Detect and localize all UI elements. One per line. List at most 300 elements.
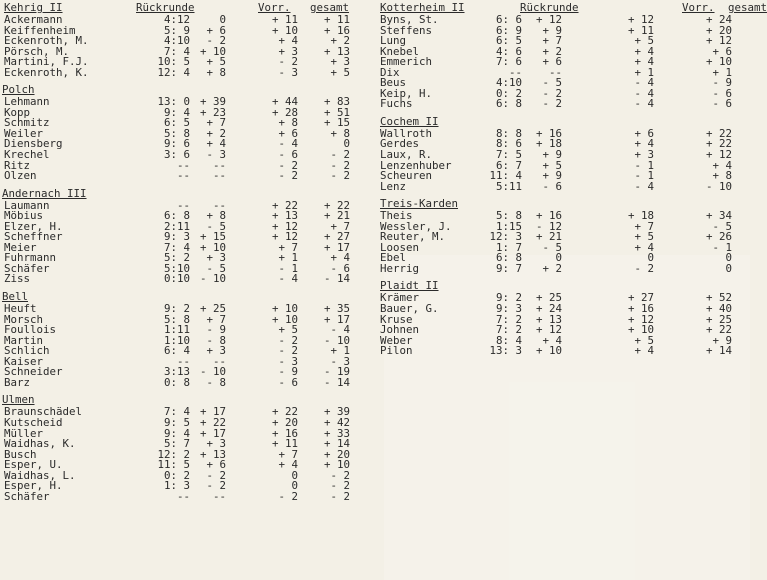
vorrunde-diff: + 13 [271,209,298,223]
gesamt-header: gesamt [310,1,350,14]
player-name: Ziss [4,272,31,286]
gesamt-diff: + 14 [705,344,732,358]
gesamt-diff: + 9 [712,333,732,347]
table-row [380,126,750,140]
rueckrunde-diff: + 16 [535,209,562,223]
gesamt-diff: + 13 [323,44,350,58]
player-name: Wessler, J. [380,219,452,233]
rueckrunde-header: Rückrunde [136,1,195,14]
rueckrunde-diff: + 10 [199,44,226,58]
rueckrunde-games: 5:10 [163,261,190,275]
table-row [380,86,750,100]
rueckrunde-diff: + 4 [542,333,562,347]
vorrunde-diff: - 4 [278,272,298,286]
gesamt-diff: - 2 [330,158,350,172]
team-title: Kotterheim II [380,1,465,14]
rueckrunde-games: 8: 8 [495,126,522,140]
rueckrunde-diff: + 7 [206,312,226,326]
vorrunde-diff: + 12 [627,13,654,26]
player-name: Krechel [4,148,50,162]
player-name: Möbius [4,209,44,223]
rueckrunde-diff: 0 [555,251,562,265]
vorrunde-diff: - 4 [634,179,654,193]
gesamt-diff: - 4 [330,323,350,337]
rueckrunde-games: 0: 2 [495,86,522,100]
vorrunde-diff: 0 [647,251,654,265]
vorrunde-diff: + 3 [278,44,298,58]
rueckrunde-diff: + 6 [206,23,226,37]
rueckrunde-games: 7: 2 [495,312,522,326]
rueckrunde-diff: + 12 [535,13,562,26]
rueckrunde-games: 9: 2 [495,291,522,305]
gesamt-diff: - 14 [323,272,350,286]
player-name: Heuft [4,302,37,316]
vorrunde-diff: + 1 [278,251,298,265]
rueckrunde-diff: + 15 [199,230,226,244]
gesamt-diff: + 83 [323,95,350,109]
vorrunde-diff: + 12 [627,312,654,326]
rueckrunde-diff: + 4 [206,137,226,151]
rueckrunde-diff: + 2 [542,261,562,275]
player-name: Keip, H. [380,86,433,100]
gesamt-diff: + 1 [712,65,732,79]
rueckrunde-games: 5: 8 [495,209,522,223]
player-name: Beus [380,76,407,90]
vorrunde-diff: + 6 [278,126,298,140]
rueckrunde-diff: - 2 [206,468,226,482]
vorrunde-diff: + 4 [634,344,654,358]
rueckrunde-games: 5: 2 [163,251,190,265]
player-name: Waidhas, L. [4,468,76,482]
vorrunde-diff: - 2 [634,261,654,275]
player-name: Theis [380,209,413,223]
vorrunde-diff: + 4 [278,34,298,48]
rueckrunde-diff: + 3 [206,437,226,451]
player-name: Kutscheid [4,415,63,429]
team-section [380,278,750,356]
player-name: Weber [380,333,413,347]
player-name: Waidhas, K. [4,437,76,451]
table-row [380,171,750,182]
rueckrunde-games: 0: 8 [163,375,190,389]
gesamt-diff: + 4 [330,251,350,265]
rueckrunde-diff: + 13 [535,312,562,326]
vorrunde-diff: 0 [291,479,298,493]
rueckrunde-diff: - 10 [199,365,226,379]
team-section [2,289,374,388]
gesamt-diff: + 40 [705,302,732,316]
table-row [380,261,750,275]
rueckrunde-diff: + 17 [199,426,226,440]
gesamt-diff: - 6 [330,261,350,275]
table-row [380,65,750,79]
team-section [2,82,374,181]
vorr-header: Vorr. [682,1,715,14]
table-row [380,78,750,89]
vorrunde-diff: + 22 [271,405,298,419]
player-name: Fuchs [380,97,413,111]
rueckrunde-games: 6: 6 [495,13,522,26]
vorrunde-diff: + 4 [634,137,654,151]
gesamt-diff: + 21 [323,209,350,223]
gesamt-diff: - 2 [330,489,350,503]
gesamt-diff: + 52 [705,291,732,305]
rueckrunde-games: 12: 2 [157,447,190,461]
vorrunde-diff: + 4 [278,458,298,472]
team-rows [380,15,750,110]
table-row [380,325,750,336]
player-name: Emmerich [380,55,433,69]
rueckrunde-games: 8: 4 [495,333,522,347]
rueckrunde-diff: - 5 [542,240,562,254]
player-name: Johnen [380,323,420,337]
rueckrunde-games: -- [176,354,190,368]
player-name: Braunschädel [4,405,83,419]
gesamt-diff: - 2 [330,479,350,493]
vorr-header: Vorr. [258,1,291,14]
vorrunde-diff: - 6 [278,148,298,162]
team-title: Andernach III [2,186,87,200]
vorrunde-diff: + 11 [627,23,654,37]
rueckrunde-diff: - 10 [199,272,226,286]
vorrunde-diff: + 27 [627,291,654,305]
rueckrunde-diff: + 8 [206,209,226,223]
rueckrunde-games: 3:13 [163,365,190,379]
team-section [2,392,374,502]
vorrunde-diff: + 12 [271,219,298,233]
gesamt-diff: + 27 [323,230,350,244]
gesamt-diff: + 22 [705,126,732,140]
vorrunde-diff: - 1 [634,158,654,172]
table-row [2,171,374,182]
player-name: Steffens [380,23,433,37]
rueckrunde-diff: + 22 [199,415,226,429]
rueckrunde-games: 0: 2 [163,468,190,482]
rueckrunde-games: 12: 3 [489,230,522,244]
left-column [2,0,374,502]
rueckrunde-games: 12: 4 [157,65,190,79]
rueckrunde-games: 4:10 [163,34,190,48]
vorrunde-diff: - 4 [634,86,654,100]
rueckrunde-games: 4:12 [163,13,190,26]
rueckrunde-games: 6: 8 [495,251,522,265]
player-name: Pörsch, M. [4,44,70,58]
rueckrunde-diff: + 39 [199,95,226,109]
gesamt-diff: + 22 [705,137,732,151]
player-name: Scheuren [380,169,433,183]
rueckrunde-diff: + 25 [535,291,562,305]
vorrunde-diff: + 7 [278,447,298,461]
rueckrunde-diff: 0 [219,13,226,26]
vorrunde-diff: - 3 [278,354,298,368]
rueckrunde-diff: - 2 [542,86,562,100]
player-name: Schäfer [4,489,50,503]
vorrunde-diff: + 11 [271,13,298,26]
gesamt-diff: - 2 [330,148,350,162]
player-name: Kruse [380,312,413,326]
player-name: Kaiser [4,354,44,368]
rueckrunde-games: 5: 9 [163,23,190,37]
table-row [380,240,750,254]
player-name: Martini, F.J. [4,55,89,69]
rueckrunde-games: 11: 4 [489,169,522,183]
gesamt-diff: + 4 [712,158,732,172]
gesamt-diff: + 16 [323,23,350,37]
gesamt-diff: + 25 [705,312,732,326]
rueckrunde-games: -- [176,158,190,172]
rueckrunde-games: 11: 5 [157,458,190,472]
team-section [2,186,374,285]
team-title: Ulmen [2,393,35,407]
vorrunde-diff: - 4 [634,76,654,90]
table-row [380,36,750,47]
rueckrunde-diff: + 8 [206,65,226,79]
gesamt-diff: - 1 [712,240,732,254]
vorrunde-diff: - 1 [278,261,298,275]
vorrunde-diff: - 2 [278,333,298,347]
vorrunde-diff: - 2 [278,55,298,69]
rueckrunde-games: 1: 7 [495,240,522,254]
gesamt-diff: + 10 [705,55,732,69]
rueckrunde-diff: + 9 [542,169,562,183]
gesamt-diff: + 17 [323,240,350,254]
rueckrunde-diff: + 3 [206,344,226,358]
gesamt-diff: + 3 [330,55,350,69]
vorrunde-diff: + 44 [271,95,298,109]
player-name: Morsch [4,312,44,326]
table-row [380,139,750,150]
team-sections [380,114,750,357]
rueckrunde-games: 7: 4 [163,405,190,419]
gesamt-diff: + 22 [323,198,350,212]
player-name: Eckenroth, K. [4,65,89,79]
gesamt-diff: + 33 [323,426,350,440]
gesamt-diff: 0 [725,251,732,265]
rueckrunde-diff: + 13 [199,447,226,461]
player-name: Fuhrmann [4,251,57,265]
gesamt-diff: 0 [725,261,732,275]
gesamt-diff: + 7 [330,219,350,233]
vorrunde-diff: + 7 [634,219,654,233]
player-name: Schlich [4,344,50,358]
rueckrunde-diff: -- [212,354,226,368]
player-name: Foullois [4,323,57,337]
rueckrunde-diff: + 10 [199,240,226,254]
right-column [380,0,767,358]
vorrunde-diff: + 22 [271,198,298,212]
gesamt-diff: + 10 [323,458,350,472]
gesamt-diff: + 5 [330,65,350,79]
gesamt-diff: + 2 [330,34,350,48]
player-name: Loosen [380,240,420,254]
team-title: Kehrig II [4,1,63,14]
rueckrunde-diff: - 9 [206,323,226,337]
gesamt-diff: + 42 [323,415,350,429]
rueckrunde-games: 5: 7 [163,437,190,451]
rueckrunde-diff: - 5 [206,219,226,233]
gesamt-diff: - 2 [330,468,350,482]
vorrunde-diff: - 9 [278,365,298,379]
player-name: Weiler [4,126,44,140]
vorrunde-diff: + 18 [627,209,654,223]
vorrunde-diff: - 4 [278,137,298,151]
team-sections [2,82,374,502]
rueckrunde-games: -- [176,198,190,212]
player-name: Bauer, G. [380,302,439,316]
rueckrunde-diff: - 12 [535,219,562,233]
player-name: Gerdes [380,137,420,151]
rueckrunde-diff: + 2 [542,44,562,58]
gesamt-diff: - 10 [705,179,732,193]
player-name: Ackermann [4,13,63,26]
rueckrunde-diff: - 2 [206,34,226,48]
rueckrunde-header: Rückrunde [520,1,579,14]
vorrunde-diff: - 6 [278,375,298,389]
vorrunde-diff: + 8 [278,116,298,130]
rueckrunde-games: 7: 4 [163,240,190,254]
rueckrunde-diff: - 5 [542,76,562,90]
player-name: Martin [4,333,44,347]
player-name: Laux, R. [380,148,433,162]
vorrunde-diff: + 5 [634,333,654,347]
vorrunde-diff: - 2 [278,169,298,183]
rueckrunde-games: 3: 6 [163,148,190,162]
vorrunde-diff: + 1 [634,65,654,79]
player-name: Lenz [380,179,407,193]
gesamt-diff: - 5 [712,219,732,233]
player-name: Olzen [4,169,37,183]
vorrunde-diff: + 4 [634,240,654,254]
table-row [380,57,750,68]
gesamt-diff: - 3 [330,354,350,368]
table-row [380,253,750,264]
gesamt-diff: + 35 [323,302,350,316]
rueckrunde-games: 1:10 [163,333,190,347]
gesamt-diff: - 9 [712,76,732,90]
rueckrunde-games: 9: 5 [163,415,190,429]
rueckrunde-games: 13: 0 [157,95,190,109]
vorrunde-diff: + 11 [271,437,298,451]
team-title: Treis-Karden [380,197,459,211]
vorrunde-diff: + 3 [634,148,654,162]
vorrunde-diff: + 6 [634,126,654,140]
team-title: Plaidt II [380,279,439,293]
rueckrunde-games: 5:11 [495,179,522,193]
gesamt-diff: - 6 [712,86,732,100]
gesamt-diff: - 19 [323,365,350,379]
rueckrunde-games: 9: 3 [495,302,522,316]
player-name: Krämer [380,291,420,305]
table-row [380,179,750,193]
rueckrunde-games: 7: 5 [495,148,522,162]
gesamt-diff: + 12 [705,34,732,48]
gesamt-diff: + 15 [323,116,350,130]
rueckrunde-diff: - 6 [542,179,562,193]
player-name: Esper, U. [4,458,63,472]
table-row [380,312,750,326]
vorrunde-diff: + 12 [271,230,298,244]
rueckrunde-diff: + 18 [535,137,562,151]
team-title: Bell [2,290,29,304]
vorrunde-diff: + 28 [271,105,298,119]
vorrunde-diff: + 5 [634,34,654,48]
rueckrunde-games: 9: 6 [163,137,190,151]
rueckrunde-games: 4:10 [495,76,522,90]
rueckrunde-diff: + 6 [206,458,226,472]
rueckrunde-games: 8: 6 [495,137,522,151]
rueckrunde-diff: - 5 [206,261,226,275]
player-name: Ritz [4,158,31,172]
table-row [380,346,750,357]
gesamt-diff: + 1 [330,344,350,358]
team-title: Cochem II [380,114,439,128]
player-name: Herrig [380,261,420,275]
vorrunde-diff: - 3 [278,65,298,79]
rueckrunde-diff: -- [548,65,562,79]
rueckrunde-games: 6: 5 [495,34,522,48]
table-row [380,23,750,37]
rueckrunde-diff: + 5 [206,55,226,69]
rueckrunde-games: 6: 4 [163,344,190,358]
rueckrunde-diff: + 9 [542,23,562,37]
table-row [380,99,750,110]
player-name: Ebel [380,251,407,265]
rueckrunde-games: 6: 8 [163,209,190,223]
rueckrunde-games: 1:15 [495,219,522,233]
rueckrunde-games: 4: 6 [495,44,522,58]
gesamt-diff: 0 [343,137,350,151]
vorrunde-diff: - 2 [278,158,298,172]
rueckrunde-diff: + 7 [206,116,226,130]
player-name: Schmitz [4,116,50,130]
player-name: Reuter, M. [380,230,446,244]
rueckrunde-diff: -- [212,198,226,212]
rueckrunde-games: 13: 3 [489,344,522,358]
vorrunde-diff: + 7 [278,240,298,254]
rueckrunde-diff: + 3 [206,251,226,265]
vorrunde-diff: + 20 [271,415,298,429]
table-row [2,274,374,285]
table-row [380,232,750,243]
gesamt-diff: + 20 [323,447,350,461]
vorrunde-diff: + 10 [271,23,298,37]
player-name: Schäfer [4,261,50,275]
vorrunde-diff: + 4 [634,44,654,58]
player-name: Pilon [380,344,413,358]
player-name: Byns, St. [380,13,439,26]
rueckrunde-diff: + 12 [535,323,562,337]
rueckrunde-diff: - 8 [206,375,226,389]
gesamt-diff: + 51 [323,105,350,119]
player-name: Laumann [4,198,50,212]
player-name: Elzer, H. [4,219,63,233]
rueckrunde-diff: + 7 [542,34,562,48]
vorrunde-diff: + 4 [634,55,654,69]
player-name: Eckenroth, M. [4,34,89,48]
vorrunde-diff: 0 [291,468,298,482]
vorrunde-diff: - 1 [634,169,654,183]
rueckrunde-games: 6: 5 [163,116,190,130]
vorrunde-diff: + 10 [271,302,298,316]
gesamt-diff: + 6 [712,44,732,58]
rueckrunde-games: 7: 4 [163,44,190,58]
team-title: Polch [2,83,35,97]
player-name: Diensberg [4,137,63,151]
rueckrunde-diff: -- [212,169,226,183]
rueckrunde-games: 7: 6 [495,55,522,69]
player-name: Meier [4,240,37,254]
rueckrunde-diff: + 9 [542,148,562,162]
